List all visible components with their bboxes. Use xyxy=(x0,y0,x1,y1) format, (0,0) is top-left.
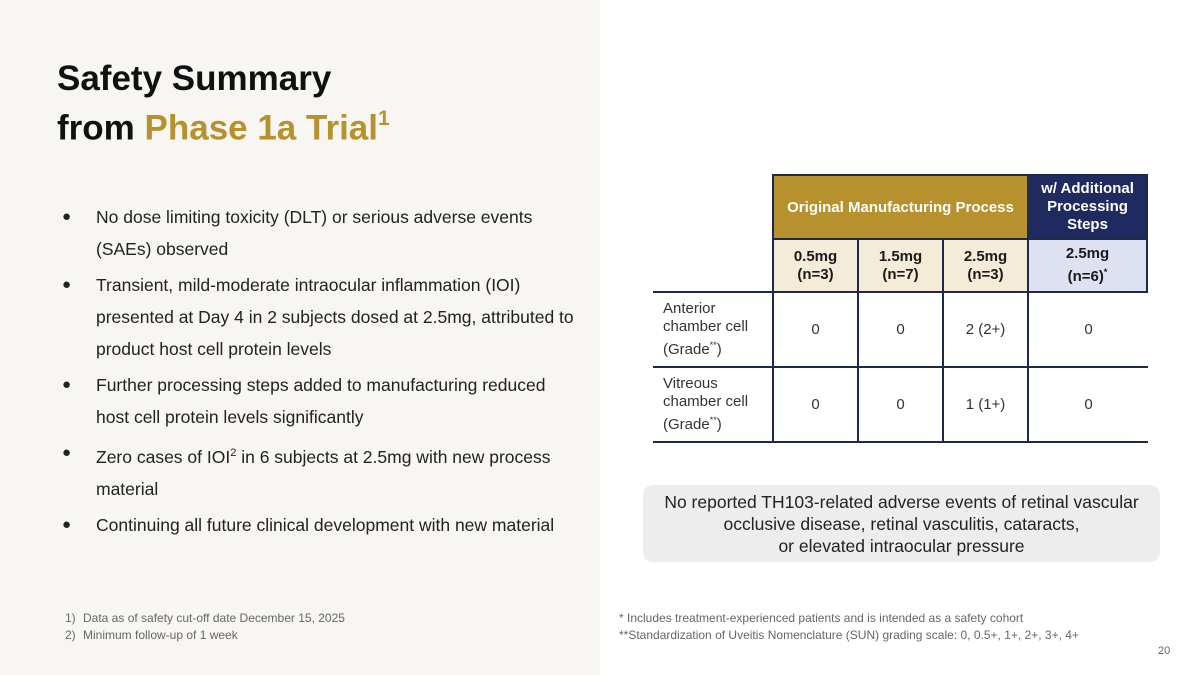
bullet-item xyxy=(62,437,582,505)
bullet-item xyxy=(62,369,582,433)
footnote-item xyxy=(65,627,345,644)
table-cell: 0 xyxy=(772,368,857,441)
footnotes-left xyxy=(65,610,345,644)
table-cell: 2 (2+) xyxy=(942,293,1027,366)
bullet-text: No dose limiting toxicity (DLT) or serious adverse events (SAEs) observed xyxy=(96,207,533,259)
bullet-text-post: in 6 subjects at 2.5mg with new process material xyxy=(96,446,551,499)
bullet-icon: ● xyxy=(62,515,72,533)
bullet-icon: ● xyxy=(62,444,72,461)
bullet-text: Continuing all future clinical development with new material xyxy=(96,514,555,535)
dose-n: (n=3) xyxy=(797,265,834,283)
footnote-number: 1) xyxy=(65,611,76,625)
dose-value: 2.5mg xyxy=(963,247,1008,265)
title-line2-prefix: from xyxy=(57,108,145,148)
row-label-line: chamber cell xyxy=(663,393,749,410)
bullet-list xyxy=(62,201,582,545)
footnote-item xyxy=(65,610,345,627)
row-label-superscript: ** xyxy=(709,415,717,425)
table-corner-cell xyxy=(653,174,772,240)
callout-line: or elevated intraocular pressure xyxy=(778,535,1025,556)
dose-header-new-process xyxy=(1027,240,1148,291)
table-cell: 0 xyxy=(1027,368,1148,441)
footnote-text: Data as of safety cut-off date December 15, 2025 xyxy=(83,611,345,625)
footnote-number: 2) xyxy=(65,628,76,642)
bullet-icon: ● xyxy=(62,208,72,225)
bullet-text: Further processing steps added to manufacturing reduced host cell protein levels significantly xyxy=(96,375,546,427)
header-original-process: Original Manufacturing Process xyxy=(772,174,1027,240)
row-label-line: chamber cell xyxy=(663,318,749,335)
row-label-line: Anterior xyxy=(663,300,716,317)
title-line1: Safety Summary xyxy=(57,59,332,98)
dose-value: 0.5mg xyxy=(793,247,838,265)
bullet-icon: ● xyxy=(62,276,72,293)
callout-line: occlusive disease, retinal vasculitis, cataracts, xyxy=(723,513,1080,534)
page-number: 20 xyxy=(1158,645,1171,657)
table-cell: 0 xyxy=(857,293,942,366)
safety-table xyxy=(653,174,1148,443)
row-label-superscript: ** xyxy=(709,340,717,350)
title-superscript: 1 xyxy=(377,107,390,130)
dose-header xyxy=(942,240,1027,291)
dose-header xyxy=(772,240,857,291)
row-label-line: (Grade xyxy=(663,416,710,433)
row-label-end: ) xyxy=(716,341,722,358)
table-dose-header-row xyxy=(653,240,1148,293)
dose-value: 2.5mg xyxy=(1065,245,1110,262)
bullet-item xyxy=(62,509,582,541)
table-row xyxy=(653,293,1148,368)
dose-n: (n=6) xyxy=(1067,268,1104,285)
bullet-text: Transient, mild-moderate intraocular inflammation (IOI) presented at Day 4 in 2 subjects dosed at 2.5mg, attributed to product host cell protein levels xyxy=(96,275,574,359)
footnote-text: Minimum follow-up of 1 week xyxy=(83,628,238,642)
callout-line: No reported TH103-related adverse events of retinal vascular xyxy=(664,491,1139,512)
bullet-item xyxy=(62,269,582,365)
footnote-asterisk: * Includes treatment-experienced patients and is intended as a safety cohort xyxy=(619,611,1024,625)
slide-title xyxy=(57,58,390,150)
table-cell: 0 xyxy=(1027,293,1148,366)
footnote-double-asterisk: **Standardization of Uveitis Nomenclature (SUN) grading scale: 0, 0.5+, 1+, 2+, 3+, 4+ xyxy=(619,628,1079,642)
bullet-text-pre: Zero cases of IOI xyxy=(96,446,231,467)
dose-n: (n=7) xyxy=(882,265,919,283)
table-cell: 0 xyxy=(857,368,942,441)
table-group-header-row xyxy=(653,174,1148,240)
table-corner-cell xyxy=(653,240,772,291)
footnotes-right xyxy=(619,610,1079,644)
row-label xyxy=(653,368,772,441)
bullet-superscript: 2 xyxy=(230,447,237,459)
dose-header xyxy=(857,240,942,291)
row-label xyxy=(653,293,772,366)
table-cell: 0 xyxy=(772,293,857,366)
table-cell: 1 (1+) xyxy=(942,368,1027,441)
title-accent: Phase 1a Trial xyxy=(144,108,378,148)
row-label-end: ) xyxy=(716,416,722,433)
header-additional-steps: w/ Additional Processing Steps xyxy=(1027,174,1148,240)
bullet-icon: ● xyxy=(62,376,72,393)
row-label-line: (Grade xyxy=(663,341,710,358)
bullet-item xyxy=(62,201,582,265)
row-label-line: Vitreous xyxy=(663,375,718,392)
callout-box xyxy=(643,485,1160,562)
dose-superscript: * xyxy=(1103,267,1108,277)
dose-n: (n=3) xyxy=(967,265,1004,283)
table-row xyxy=(653,368,1148,443)
dose-value: 1.5mg xyxy=(878,247,923,265)
